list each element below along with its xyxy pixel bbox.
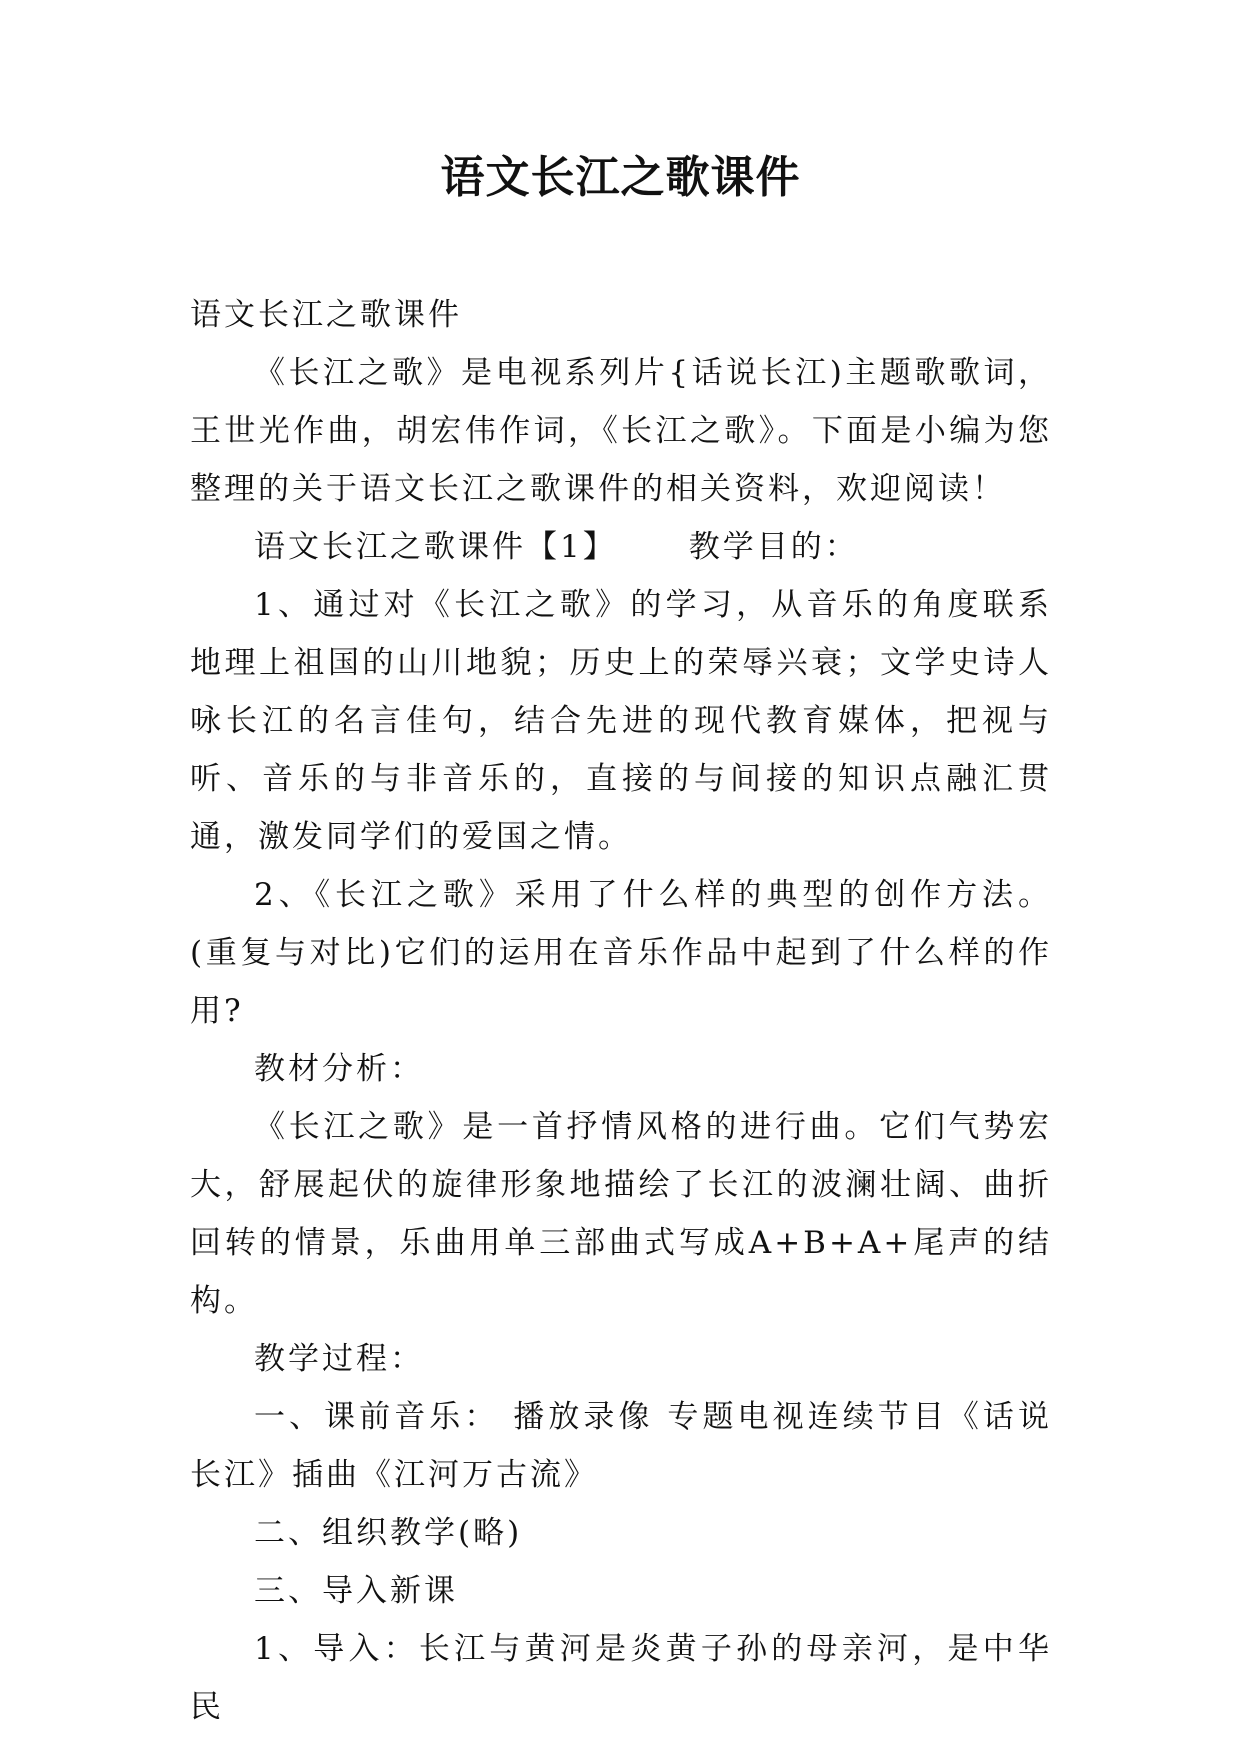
paragraph-objective-2: 2、《长江之歌》采用了什么样的典型的创作方法。(重复与对比)它们的运用在音乐作品中起到了什么样的作用? [190,877,1052,1029]
section-heading: 语文长江之歌课件【1】 [254,529,617,565]
paragraph-objective-1: 1、通过对《长江之歌》的学习，从音乐的角度联系地理上祖国的山川地貌；历史上的荣辱兴衰；文学史诗人咏长江的名言佳句，结合先进的现代教育媒体，把视与听、音乐的与非音乐的，直接的与间接的知识点融汇贯通，激发同学们的爱国之情。 [190,587,1052,855]
paragraph-process-step-1: 一、课前音乐： 播放录像 专题电视连续节目《话说长江》插曲《江河万古流》 [190,1399,1052,1493]
document-body [190,286,1052,1736]
section-subheading: 教学目的： [688,529,859,565]
paragraph-process-heading: 教学过程： [254,1341,424,1377]
document-title: 语文长江之歌课件 [440,152,801,203]
paragraph-process-step-2: 二、组织教学(略) [254,1515,523,1551]
paragraph-material-heading: 教材分析： [254,1051,424,1087]
section-heading-line [190,518,1052,576]
paragraph-intro-heading: 语文长江之歌课件 [190,297,462,333]
paragraph-process-step-3: 三、导入新课 [254,1573,458,1609]
paragraph-intro: 《长江之歌》是电视系列片{话说长江)主题歌歌词，王世光作曲，胡宏伟作词，《长江之歌》。下面是小编为您整理的关于语文长江之歌课件的相关资料，欢迎阅读！ [190,355,1052,507]
paragraph-intro-step: 1、导入：长江与黄河是炎黄子孙的母亲河，是中华民 [190,1631,1052,1725]
paragraph-material-analysis: 《长江之歌》是一首抒情风格的进行曲。它们气势宏大，舒展起伏的旋律形象地描绘了长江的波澜壮阔、曲折回转的情景，乐曲用单三部曲式写成A+B+A+尾声的结构。 [190,1109,1052,1319]
